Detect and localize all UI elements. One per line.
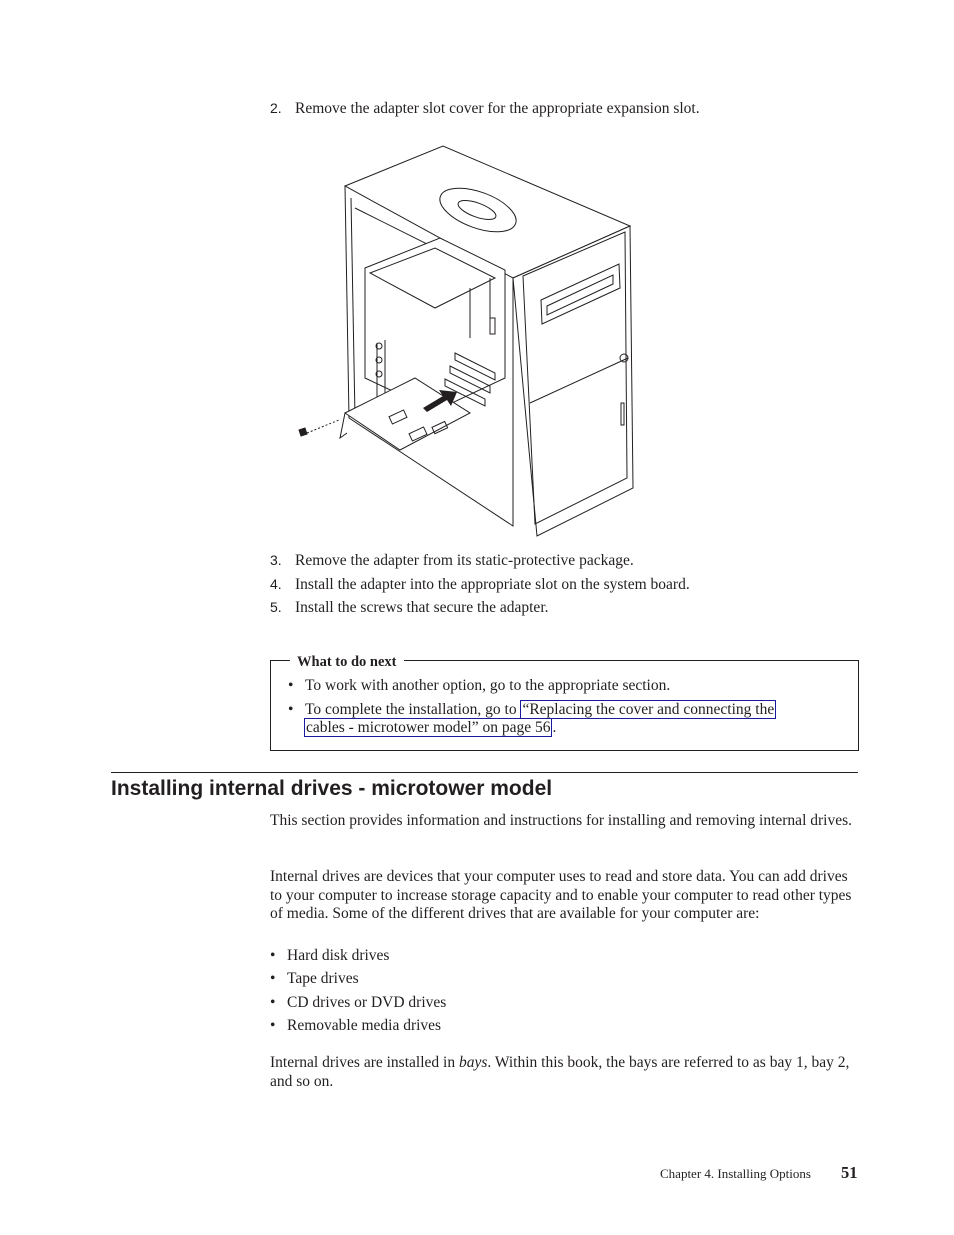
step-number: 5. — [270, 599, 282, 615]
drive-type: Removable media drives — [287, 1017, 442, 1034]
next-step-text: To work with another option, go to the appropriate section. — [305, 677, 671, 694]
step-number: 4. — [270, 576, 282, 592]
step-number: 3. — [270, 552, 282, 568]
bays-paragraph — [270, 1054, 862, 1091]
section-heading: Installing internal drives - microtower model — [111, 777, 553, 800]
step-text: Install the screws that secure the adapter. — [295, 599, 549, 616]
drive-type: CD drives or DVD drives — [287, 994, 447, 1011]
drive-type: Tape drives — [287, 970, 359, 987]
list-item: • Removable media drives — [270, 1017, 442, 1034]
bays-text: Internal drives are installed in — [270, 1054, 459, 1071]
cross-reference-link[interactable]: “Replacing the cover and connecting the — [522, 701, 775, 718]
bays-term: bays — [458, 1054, 488, 1071]
intro-paragraph: This section provides information and instructions for installing and removing internal drives. — [270, 812, 852, 829]
next-step-item-continued — [304, 719, 556, 737]
section-rule — [111, 772, 858, 773]
next-step-item: • To complete the installation, go to “Replacing the cover and connecting the — [288, 701, 775, 718]
box-title: What to do next — [290, 653, 404, 671]
step-text: Install the adapter into the appropriate slot on the system board. — [295, 576, 690, 593]
next-step-item: • To work with another option, go to the appropriate section. — [288, 677, 671, 694]
step-2 — [270, 98, 700, 119]
adapter-installation-illustration — [295, 128, 640, 538]
drive-type: Hard disk drives — [287, 947, 390, 964]
list-item: • CD drives or DVD drives — [270, 994, 447, 1011]
list-item: • Hard disk drives — [270, 947, 390, 964]
page-number: 51 — [841, 1163, 858, 1182]
bays-text: . Within this book, the bays are referred to as bay 1, bay 2, and so on. — [270, 1054, 850, 1090]
period: . — [552, 719, 557, 736]
step-4 — [270, 574, 690, 595]
step-number: 2. — [270, 100, 282, 116]
step-text: Remove the adapter from its static-protective package. — [295, 552, 634, 569]
step-text: Remove the adapter slot cover for the appropriate expansion slot. — [295, 100, 700, 117]
list-item: • Tape drives — [270, 970, 359, 987]
cross-reference-link[interactable]: cables - microtower model” on page 56 — [306, 719, 551, 736]
step-5 — [270, 597, 549, 618]
step-3 — [270, 550, 634, 571]
drives-paragraph: Internal drives are devices that your computer uses to read and store data. You can add drives to your computer to increase storage capacity and to enable your computer to read other types of media. Some of the different drives that are available for your computer are: — [270, 868, 852, 923]
next-step-text: To complete the installation, go to — [305, 701, 517, 718]
chapter-footer: Chapter 4. Installing Options — [660, 1166, 811, 1181]
